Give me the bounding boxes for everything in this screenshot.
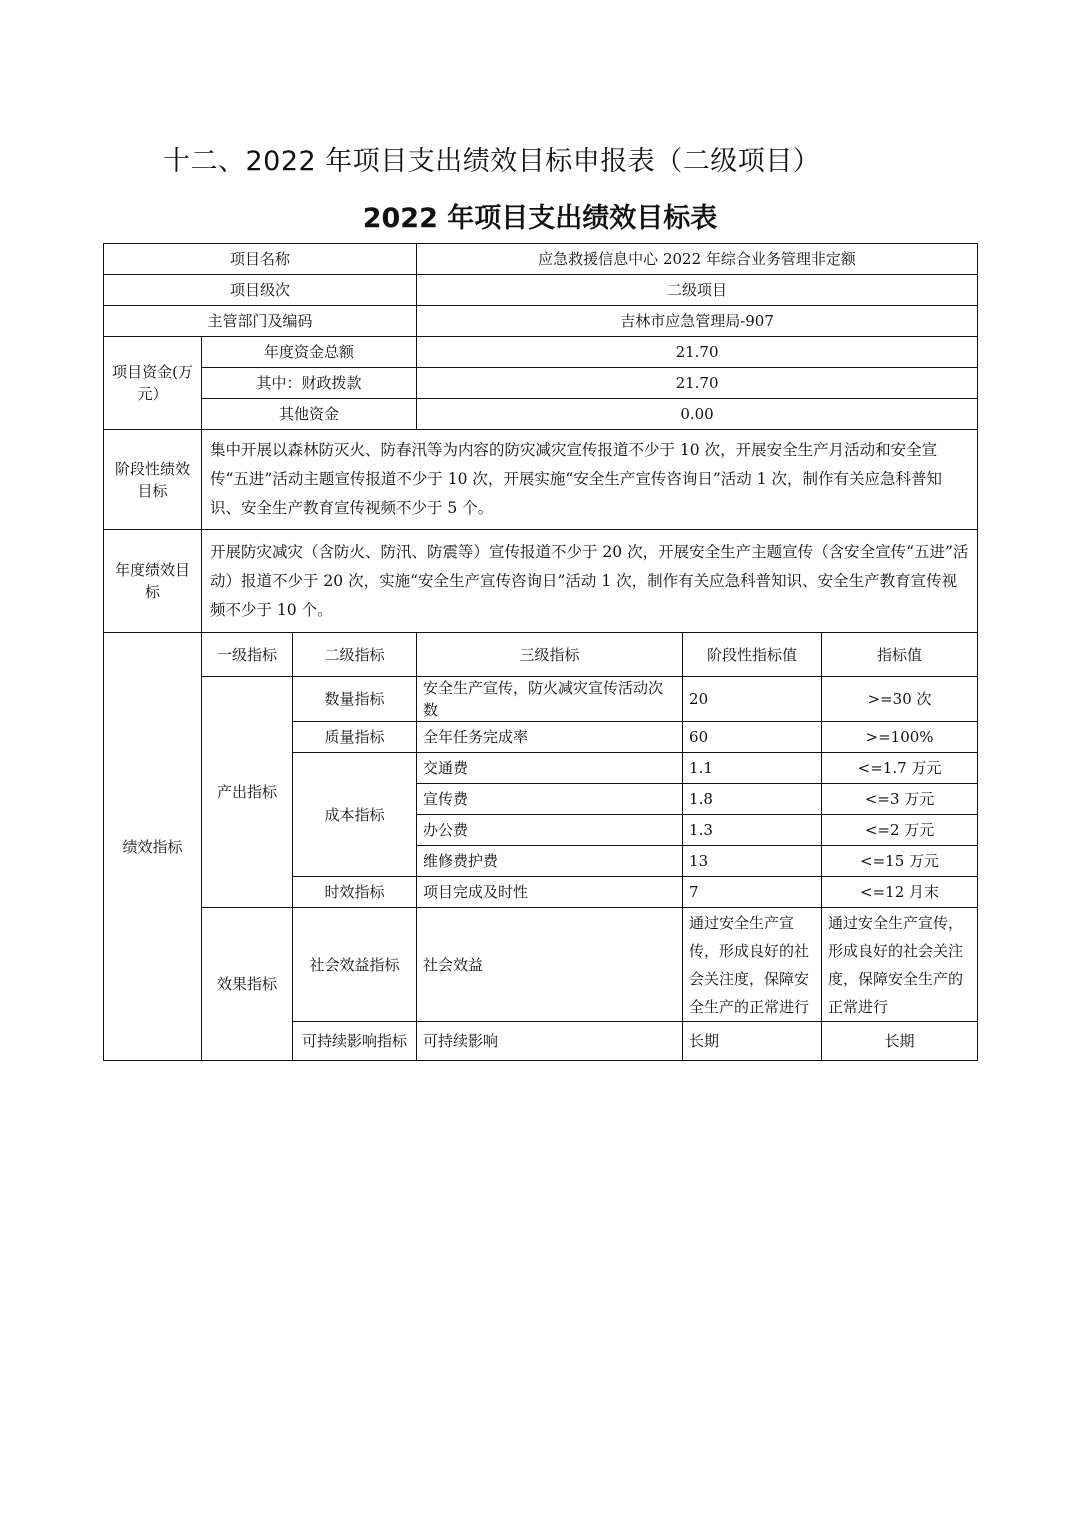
stage-value: 20 (683, 677, 822, 722)
annual-total-value: 21.70 (417, 337, 978, 368)
third-indicator: 可持续影响 (417, 1022, 683, 1061)
header-level3: 三级指标 (417, 633, 683, 677)
indicator-header-row (104, 633, 978, 677)
row-project-name (104, 244, 978, 275)
target-value: >=30 次 (822, 677, 978, 722)
performance-table (103, 243, 978, 1061)
stage-value: 通过安全生产宣传，形成良好的社会关注度，保障安全生产的正常进行 (683, 908, 822, 1022)
other-value: 0.00 (417, 399, 978, 430)
cost-indicator-label: 成本指标 (293, 753, 417, 877)
other-label: 其他资金 (202, 399, 417, 430)
third-indicator: 项目完成及时性 (417, 877, 683, 908)
stage-value: 1.3 (683, 815, 822, 846)
table-title: 2022 年项目支出绩效目标表 (362, 203, 718, 234)
row-annual-total (104, 337, 978, 368)
stage-value: 1.8 (683, 784, 822, 815)
fiscal-label: 其中：财政拨款 (202, 368, 417, 399)
dept-label: 主管部门及编码 (104, 306, 417, 337)
target-value: 长期 (822, 1022, 978, 1061)
time-indicator-label: 时效指标 (293, 877, 417, 908)
third-indicator: 维修费护费 (417, 846, 683, 877)
level-value: 二级项目 (417, 275, 978, 306)
target-value: <=1.7 万元 (822, 753, 978, 784)
project-name-label: 项目名称 (104, 244, 417, 275)
table-row (104, 677, 978, 722)
row-stage-goal (104, 430, 978, 530)
stage-value: 13 (683, 846, 822, 877)
header-stage-value: 阶段性指标值 (683, 633, 822, 677)
third-indicator: 安全生产宣传，防火减灾宣传活动次数 (417, 677, 683, 722)
indicators-section-label: 绩效指标 (104, 633, 202, 1061)
quantity-indicator-label: 数量指标 (293, 677, 417, 722)
target-value: <=15 万元 (822, 846, 978, 877)
target-value: <=12 月末 (822, 877, 978, 908)
row-annual-goal (104, 530, 978, 633)
third-indicator: 办公费 (417, 815, 683, 846)
dept-value: 吉林市应急管理局-907 (417, 306, 978, 337)
header-level2: 二级指标 (293, 633, 417, 677)
annual-total-label: 年度资金总额 (202, 337, 417, 368)
level-label: 项目级次 (104, 275, 417, 306)
project-name-value: 应急救援信息中心 2022 年综合业务管理非定额 (417, 244, 978, 275)
target-value: 通过安全生产宣传，形成良好的社会关注度，保障安全生产的正常进行 (822, 908, 978, 1022)
stage-value: 7 (683, 877, 822, 908)
funds-label: 项目资金(万元） (104, 337, 202, 430)
annual-goal-label: 年度绩效目标 (104, 530, 202, 633)
fiscal-value: 21.70 (417, 368, 978, 399)
stage-value: 长期 (683, 1022, 822, 1061)
row-dept (104, 306, 978, 337)
output-indicator-label: 产出指标 (202, 677, 293, 908)
third-indicator: 社会效益 (417, 908, 683, 1022)
third-indicator: 全年任务完成率 (417, 722, 683, 753)
header-target-value: 指标值 (822, 633, 978, 677)
stage-goal-label: 阶段性绩效目标 (104, 430, 202, 530)
third-indicator: 交通费 (417, 753, 683, 784)
row-level (104, 275, 978, 306)
target-value: >=100% (822, 722, 978, 753)
page-heading: 十二、2022 年项目支出绩效目标申报表（二级项目） (163, 146, 821, 177)
row-fiscal (104, 368, 978, 399)
header-level1: 一级指标 (202, 633, 293, 677)
social-indicator-label: 社会效益指标 (293, 908, 417, 1022)
annual-goal-text: 开展防灾减灾（含防火、防汛、防震等）宣传报道不少于 20 次，开展安全生产主题宣传（含安全宣传“五进”活动）报道不少于 20 次，实施“安全生产宣传咨询日”活动 1 次，制作有关应急科普知识、安全生产教育宣传视频不少于 10 个。 (202, 530, 978, 633)
effect-indicator-label: 效果指标 (202, 908, 293, 1061)
table-row (104, 908, 978, 1022)
stage-goal-text: 集中开展以森林防灭火、防春汛等为内容的防灾减灾宣传报道不少于 10 次，开展安全生产月活动和安全宣传“五进”活动主题宣传报道不少于 10 次，开展实施“安全生产宣传咨询日”活动 1 次，制作有关应急科普知识、安全生产教育宣传视频不少于 5 个。 (202, 430, 978, 530)
third-indicator: 宣传费 (417, 784, 683, 815)
quality-indicator-label: 质量指标 (293, 722, 417, 753)
target-value: <=2 万元 (822, 815, 978, 846)
sustain-indicator-label: 可持续影响指标 (293, 1022, 417, 1061)
stage-value: 1.1 (683, 753, 822, 784)
stage-value: 60 (683, 722, 822, 753)
target-value: <=3 万元 (822, 784, 978, 815)
row-other (104, 399, 978, 430)
